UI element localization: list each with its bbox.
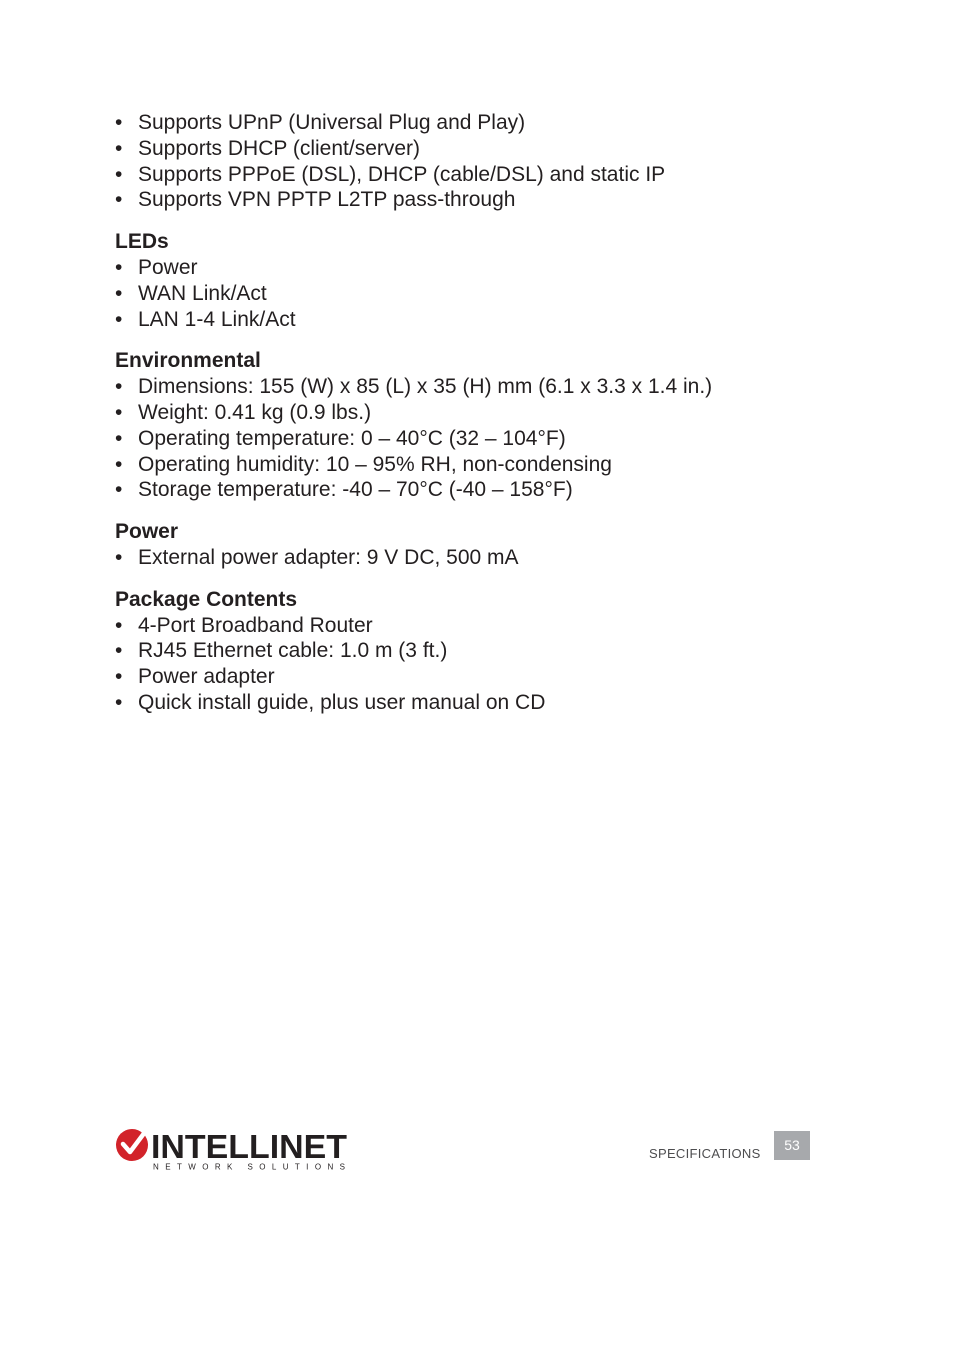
intro-list bbox=[115, 110, 835, 213]
bullet-icon: • bbox=[115, 613, 123, 637]
power-list bbox=[115, 545, 835, 571]
list-item: • External power adapter: 9 V DC, 500 mA bbox=[115, 545, 519, 569]
list-item: • Storage temperature: -40 – 70°C (-40 – 158°F) bbox=[115, 478, 573, 502]
bullet-icon: • bbox=[115, 162, 123, 186]
bullet-icon: • bbox=[115, 639, 123, 663]
bullet-icon: • bbox=[115, 400, 123, 424]
logo-tagline: NETWORK SOLUTIONS bbox=[153, 1162, 345, 1172]
list-item: • Quick install guide, plus user manual on CD bbox=[115, 690, 546, 714]
bullet-icon: • bbox=[115, 690, 123, 714]
bullet-icon: • bbox=[115, 452, 123, 476]
bullet-icon: • bbox=[115, 375, 123, 399]
list-item: • RJ45 Ethernet cable: 1.0 m (3 ft.) bbox=[115, 639, 448, 663]
bullet-icon: • bbox=[115, 665, 123, 689]
section-title-leds: LEDs bbox=[115, 230, 169, 254]
bullet-icon: • bbox=[115, 111, 123, 134]
page-number-badge: 53 bbox=[774, 1131, 810, 1160]
list-item: • Supports DHCP (client/server) bbox=[115, 136, 421, 160]
spec-content bbox=[115, 110, 835, 716]
intellinet-logo bbox=[115, 1126, 350, 1172]
list-item: • Power adapter bbox=[115, 665, 275, 689]
bullet-icon: • bbox=[115, 478, 123, 502]
logo-wordmark: INTELLINET bbox=[151, 1128, 347, 1165]
section-title-package-contents: Package Contents bbox=[115, 587, 298, 611]
environmental-list bbox=[115, 374, 835, 503]
list-item: • Operating temperature: 0 – 40°C (32 – 104°F) bbox=[115, 426, 566, 450]
list-item: • Supports PPPoE (DSL), DHCP (cable/DSL) and static IP bbox=[115, 162, 666, 186]
bullet-icon: • bbox=[115, 307, 123, 331]
package-contents-list bbox=[115, 613, 835, 716]
bullet-icon: • bbox=[115, 136, 123, 160]
list-item: • Supports UPnP (Universal Plug and Play) bbox=[115, 111, 526, 134]
list-item: • LAN 1-4 Link/Act bbox=[115, 307, 296, 331]
leds-list bbox=[115, 255, 835, 332]
list-item: • Supports VPN PPTP L2TP pass-through bbox=[115, 188, 516, 212]
section-title-environmental: Environmental bbox=[115, 349, 261, 373]
bullet-icon: • bbox=[115, 281, 123, 305]
list-item: • Power bbox=[115, 255, 198, 279]
list-item: • Weight: 0.41 kg (0.9 lbs.) bbox=[115, 400, 372, 424]
section-title-power: Power bbox=[115, 520, 179, 544]
list-item: • Operating humidity: 10 – 95% RH, non-condensing bbox=[115, 452, 612, 476]
footer-section-label: SPECIFICATIONS bbox=[649, 1146, 761, 1161]
bullet-icon: • bbox=[115, 188, 123, 212]
bullet-icon: • bbox=[115, 545, 123, 569]
list-item: • Dimensions: 155 (W) x 85 (L) x 35 (H) mm (6.1 x 3.3 x 1.4 in.) bbox=[115, 375, 713, 399]
list-item: • WAN Link/Act bbox=[115, 281, 267, 305]
list-item: • 4-Port Broadband Router bbox=[115, 613, 373, 637]
bullet-icon: • bbox=[115, 426, 123, 450]
bullet-icon: • bbox=[115, 255, 123, 279]
